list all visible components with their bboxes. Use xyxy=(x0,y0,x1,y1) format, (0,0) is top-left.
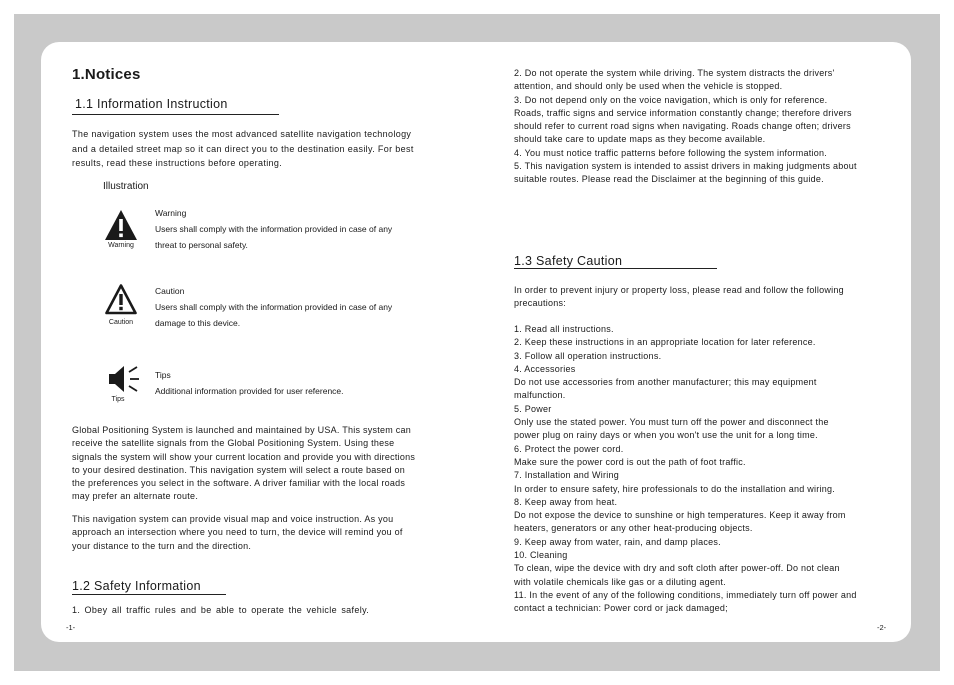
section-underline xyxy=(514,268,717,269)
warning-description: Warning Users shall comply with the information provided in case of any threat to personal safety. xyxy=(155,205,392,253)
gps-paragraph: Global Positioning System is launched and maintained by USA. This system can receive the satellite signals from the Global Positioning System. Using these signals the system will show your current location and provide you with directions to your desired destination. This navigation system will select a route based on the preferences you select in the software. A driver familiar with the local roads may prefer an alternate route. xyxy=(72,425,416,502)
voice-paragraph: This navigation system can provide visual map and voice instruction. As you approach an intersection where you need to turn, the device will remind you of your distance to the turn and the direction. xyxy=(72,514,403,551)
section-underline xyxy=(72,114,279,115)
warning-heading: Warning xyxy=(155,208,187,218)
page-number-left: -1- xyxy=(66,623,76,632)
safety-item-1: 1. Obey all traffic rules and be able to operate the vehicle safely. xyxy=(72,605,370,615)
caution-description: Caution Users shall comply with the information provided in case of any damage to this device. xyxy=(155,283,392,331)
caution-caption: Caution xyxy=(108,319,134,326)
caution-heading: Caution xyxy=(155,286,185,296)
section-title-1-3: 1.3 Safety Caution xyxy=(514,254,623,268)
tips-description: Tips Additional information provided for user reference. xyxy=(155,367,344,399)
tips-heading: Tips xyxy=(155,370,171,380)
illustration-label: Illustration xyxy=(103,181,149,192)
page-title: 1.Notices xyxy=(72,66,141,83)
page-number-right: -2- xyxy=(877,623,887,632)
safety-caution-list: 1. Read all instructions. 2. Keep these instructions in an appropriate location for later reference. 3. Follow all operation instructions. 4. Accessories Do not use accessories from another manufacturer; this may equipment malfunction. 5. Power Only use the stated power. You must turn off the power and disconnect the power plug on rainy days or when you won't use the unit for a long time. 6. Protect the power cord. Make sure the power cord is out the path of foot traffic. 7. Installation and Wiring In order to ensure safety, hire professionals to do the installation and wiring. 8. Keep away from heat. Do not expose the device to sunshine or high temperatures. Keep it away from heaters, generators or any other heat-producing objects. 9. Keep away from water, rain, and damp places. 10. Cleaning To clean, wipe the device with dry and soft cloth after power-off. Do not clean with volatile chemicals like gas or a diluting agent. 11. In the event of any of the following conditions, immediately turn off power and contact a technician: Power cord or jack damaged; xyxy=(514,324,857,614)
warning-caption: Warning xyxy=(108,242,134,249)
intro-paragraph: The navigation system uses the most advanced satellite navigation technology and a detailed street map so it can direct you to the destination easily. For best results, read these instructions before operating. xyxy=(72,129,414,168)
warning-icon xyxy=(104,209,138,246)
speaker-icon xyxy=(106,364,142,399)
safety-info-continued: 2. Do not operate the system while driving. The system distracts the drivers' attention, and should only be used when the vehicle is stopped. 3. Do not depend only on the voice navigation, which is only for reference. Roads, traffic signs and service information constantly change; therefore drivers should refer to current road signs when navigating. Roads change often; drivers should take care to update maps as they become available. 4. You must notice traffic patterns before following the system information. 5. This navigation system is intended to assist drivers in making judgments about suitable routes. Please read the Disclaimer at the beginning of this guide. xyxy=(514,68,857,185)
section-title-1-2: 1.2 Safety Information xyxy=(72,579,201,593)
caution-icon xyxy=(104,283,138,320)
safety-caution-intro: In order to prevent injury or property loss, please read and follow the following precautions: xyxy=(514,285,844,309)
section-underline xyxy=(72,594,226,595)
tips-caption: Tips xyxy=(111,396,125,403)
section-title-1-1: 1.1 Information Instruction xyxy=(75,97,228,111)
